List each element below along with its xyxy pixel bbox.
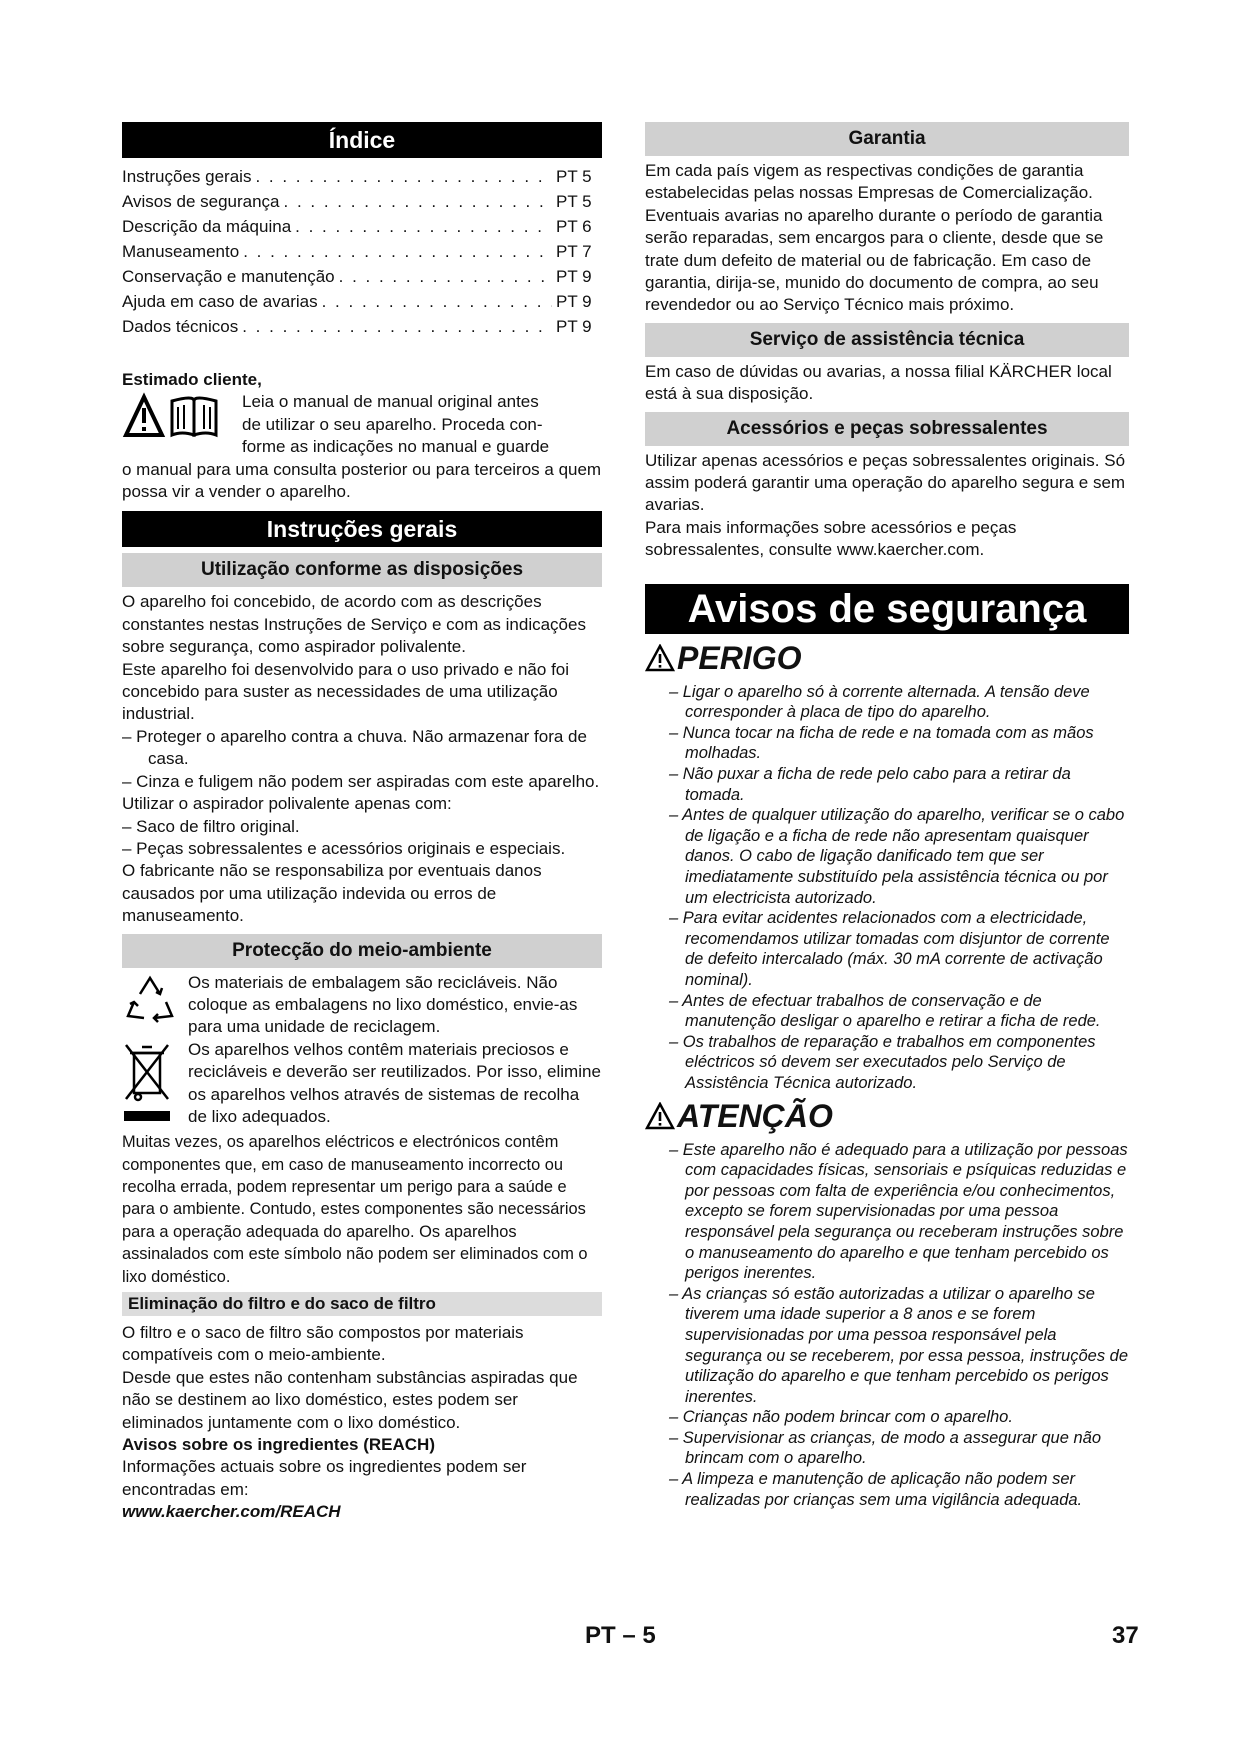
safety-item: – Supervisionar as crianças, de modo a assegurar que não brincam com o aparelho. [669, 1428, 1102, 1468]
right-column [645, 122, 1129, 1510]
safety-item: – Este aparelho não é adequado para a utilização por pessoas com capacidades físicas, sensoriais e psíquicas reduzidas e por pessoas com falta de experiência e/ou conhecimentos, excepto se forem supervisionadas por uma pessoa responsável pela segurança ou receberam instruções sobre o manuseamento do aparelho e que tenham percebido os perigos inerentes. [669, 1140, 1128, 1283]
toc-item[interactable] [122, 189, 602, 214]
general-p3: Utilizar o aspirador polivalente apenas com: [122, 794, 452, 814]
safety-item: – Não puxar a ficha de rede pelo cabo para a retirar da tomada. [669, 765, 1071, 804]
general-d4: – Peças sobressalentes e acessórios originais e especiais. [122, 838, 566, 858]
toc-title: Índice [122, 122, 602, 158]
safety-item: – Crianças não podem brincar com o aparelho. [669, 1408, 1013, 1427]
greeting: Estimado cliente, [122, 370, 262, 389]
safety-item: – As crianças só estão autorizadas a utilizar o aparelho se tiverem uma idade superior a 8 anos e se forem supervisionadas por uma pessoa responsável pela segurança ou se receberem, por essa pessoa, instruções de utilização do aparelho e que tenham percebido os perigos inerentes. [669, 1284, 1129, 1406]
toc-item[interactable] [122, 164, 602, 189]
toc-item-text: Ajuda em caso de avarias [122, 292, 318, 311]
toc-item-page: PT 7 [556, 242, 592, 261]
use-title: Utilização conforme as disposições [122, 553, 602, 587]
danger-label: PERIGO [677, 639, 802, 676]
recycle-notice [122, 972, 602, 1039]
toc-item[interactable] [122, 214, 602, 239]
general-d3: – Saco de filtro original. [122, 816, 300, 836]
toc-item-text: Conservação e manutenção [122, 267, 335, 286]
toc-list [122, 164, 602, 339]
reach-title: Avisos sobre os ingredientes (REACH) [122, 1435, 435, 1455]
caution-list [645, 1140, 1129, 1511]
intro-line-3: forme as indicações no manual e guarde [242, 437, 550, 457]
general-d1: – Proteger o aparelho contra a chuva. Não armazenar fora de casa. [122, 726, 587, 769]
footer-page-number: 37 [1112, 1622, 1139, 1649]
filter-title: Eliminação do filtro e do saco de filtro [122, 1292, 602, 1316]
warranty-title: Garantia [645, 122, 1129, 156]
toc-item-page: PT 5 [556, 192, 592, 211]
safety-item: – Ligar o aparelho só à corrente alternada. A tensão deve corresponder à placa de tipo do aparelho. [669, 682, 1090, 722]
recycle-text: Os materiais de embalagem são recicláveis. Não coloque as embalagens no lixo doméstico, envie-as para uma unidade de reciclagem. [188, 972, 578, 1037]
safety-item: – Nunca tocar na ficha de rede e na tomada com as mãos molhadas. [669, 723, 1094, 763]
safety-item: – Para evitar acidentes relacionados com a electricidade, recomendamos utilizar tomadas com disjuntor de corrente de defeito intercalado (máx. 30 mA corrente de activação nominal). [669, 909, 1110, 989]
environment-p1: Muitas vezes, os aparelhos eléctricos e electrónicos contêm componentes que, em caso de manuseamento incorrecto ou recolha errada, podem representar um perigo para a saúde e para o ambiente. Contudo, estes componentes são necessários para a operação adequada do aparelho. Os aparelhos assinalados com este símbolo não podem ser eliminados com o lixo doméstico. [122, 1133, 588, 1286]
warning-triangle-icon [645, 644, 675, 672]
toc-item-page: PT 6 [556, 217, 592, 236]
recycle-icon [122, 972, 188, 1039]
toc-item[interactable] [122, 314, 602, 339]
toc-leader-dots [322, 289, 552, 314]
toc-leader-dots [295, 214, 552, 239]
toc-item-text: Instruções gerais [122, 167, 252, 186]
toc-item-text: Dados técnicos [122, 317, 239, 336]
intro-line-1: Leia o manual de manual original antes [242, 392, 539, 412]
toc-item-text: Descrição da máquina [122, 217, 292, 236]
caution-label: ATENÇÃO [677, 1097, 833, 1134]
warning-triangle-icon [645, 1102, 675, 1130]
weee-notice [122, 1039, 602, 1131]
toc-item-page: PT 9 [556, 292, 592, 311]
toc-leader-dots [243, 239, 552, 264]
toc-leader-dots [242, 314, 552, 339]
toc-item-text: Avisos de segurança [122, 192, 280, 211]
general-p4: O fabricante não se responsabiliza por eventuais danos causados por uma utilização indevida ou erros de manuseamento. [122, 861, 542, 926]
safety-title: Avisos de segurança [645, 584, 1129, 634]
toc-item[interactable] [122, 264, 602, 289]
safety-item: – Antes de efectuar trabalhos de conservação e de manutenção desligar o aparelho e retirar a ficha de rede. [669, 991, 1101, 1031]
safety-item: – Os trabalhos de reparação e trabalhos em componentes eléctricos só devem ser executados pelo Serviço de Assistência Técnica autorizado. [669, 1032, 1096, 1092]
accessories-title: Acessórios e peças sobressalentes [645, 412, 1129, 446]
warranty-text: Em cada país vigem as respectivas condições de garantia estabelecidas pelas nossas Empresas de Comercialização. Eventuais avarias no aparelho durante o período de garantia serão reparadas, sem encargos para o cliente, desde que se trate dum defeito de material ou de fabricação. Em caso de garantia, dirija-se, munido do documento de compra, ao seu revendedor ou ao Serviço Técnico mais próximo. [645, 161, 1104, 315]
manual-notice [122, 391, 602, 458]
general-d2: – Cinza e fuligem não podem ser aspiradas com este aparelho. [122, 771, 600, 791]
general-title: Instruções gerais [122, 511, 602, 547]
toc-item-page: PT 9 [556, 267, 592, 286]
accessories-p1: Utilizar apenas acessórios e peças sobressalentes originais. Só assim poderá garantir uma operação do aparelho segura e sem avarias. [645, 450, 1126, 515]
toc-item-page: PT 9 [556, 317, 592, 336]
crossed-bin-icon [122, 1039, 188, 1131]
safety-item: – A limpeza e manutenção de aplicação não podem ser realizadas por crianças sem uma vigilância adequada. [669, 1470, 1083, 1509]
filter-p1: O filtro e o saco de filtro são compostos por materiais compatíveis com o meio-ambiente. [122, 1323, 524, 1365]
reach-text: Informações actuais sobre os ingredientes podem ser encontradas em: [122, 1457, 527, 1499]
general-p1: O aparelho foi concebido, de acordo com as descrições constantes nestas Instruções de Serviço e com as indicações sobre segurança, como aspirador polivalente. [122, 592, 586, 657]
reach-url[interactable]: www.kaercher.com/REACH [122, 1502, 341, 1522]
toc-leader-dots [339, 264, 552, 289]
intro-line-2: de utilizar o seu aparelho. Proceda con- [242, 414, 543, 434]
general-p2: Este aparelho foi desenvolvido para o uso privado e não foi concebido para suster as necessidades de uma utilização industrial. [122, 659, 570, 724]
service-title: Serviço de assistência técnica [645, 323, 1129, 357]
filter-p2: Desde que estes não contenham substâncias aspiradas que não se destinem ao lixo doméstico, estes podem ser eliminados juntamente com o lixo doméstico. [122, 1367, 578, 1432]
service-text: Em caso de dúvidas ou avarias, a nossa filial KÄRCHER local está à sua disposição. [645, 361, 1112, 404]
environment-title: Protecção do meio-ambiente [122, 934, 602, 968]
toc-item-text: Manuseamento [122, 242, 240, 261]
left-column [122, 122, 602, 1524]
toc-item[interactable] [122, 239, 602, 264]
danger-list [645, 682, 1129, 1094]
caution-heading [645, 1096, 1129, 1136]
weee-text: Os aparelhos velhos contêm materiais preciosos e recicláveis e deverão ser reutilizados. Por isso, elimine os aparelhos velhos através de sistemas de recolha de lixo adequados. [188, 1039, 601, 1126]
intro-rest: o manual para uma consulta posterior ou para terceiros a quem possa vir a vender o aparelho. [122, 459, 602, 502]
footer-language-page: PT – 5 [585, 1622, 656, 1649]
toc-item[interactable] [122, 289, 602, 314]
danger-heading [645, 638, 1129, 678]
accessories-p2: Para mais informações sobre acessórios e peças sobressalentes, consulte www.kaercher.com. [645, 517, 1017, 560]
toc-item-page: PT 5 [556, 167, 592, 186]
safety-item: – Antes de qualquer utilização do aparelho, verificar se o cabo de ligação e a ficha de rede não apresentam quaisquer danos. O cabo de ligação danificado tem que ser imediatamente substituído pela assistência técnica ou por um electricista autorizado. [669, 806, 1125, 907]
read-manual-icon [122, 391, 242, 458]
toc-leader-dots [284, 189, 552, 214]
toc-leader-dots [255, 164, 552, 189]
